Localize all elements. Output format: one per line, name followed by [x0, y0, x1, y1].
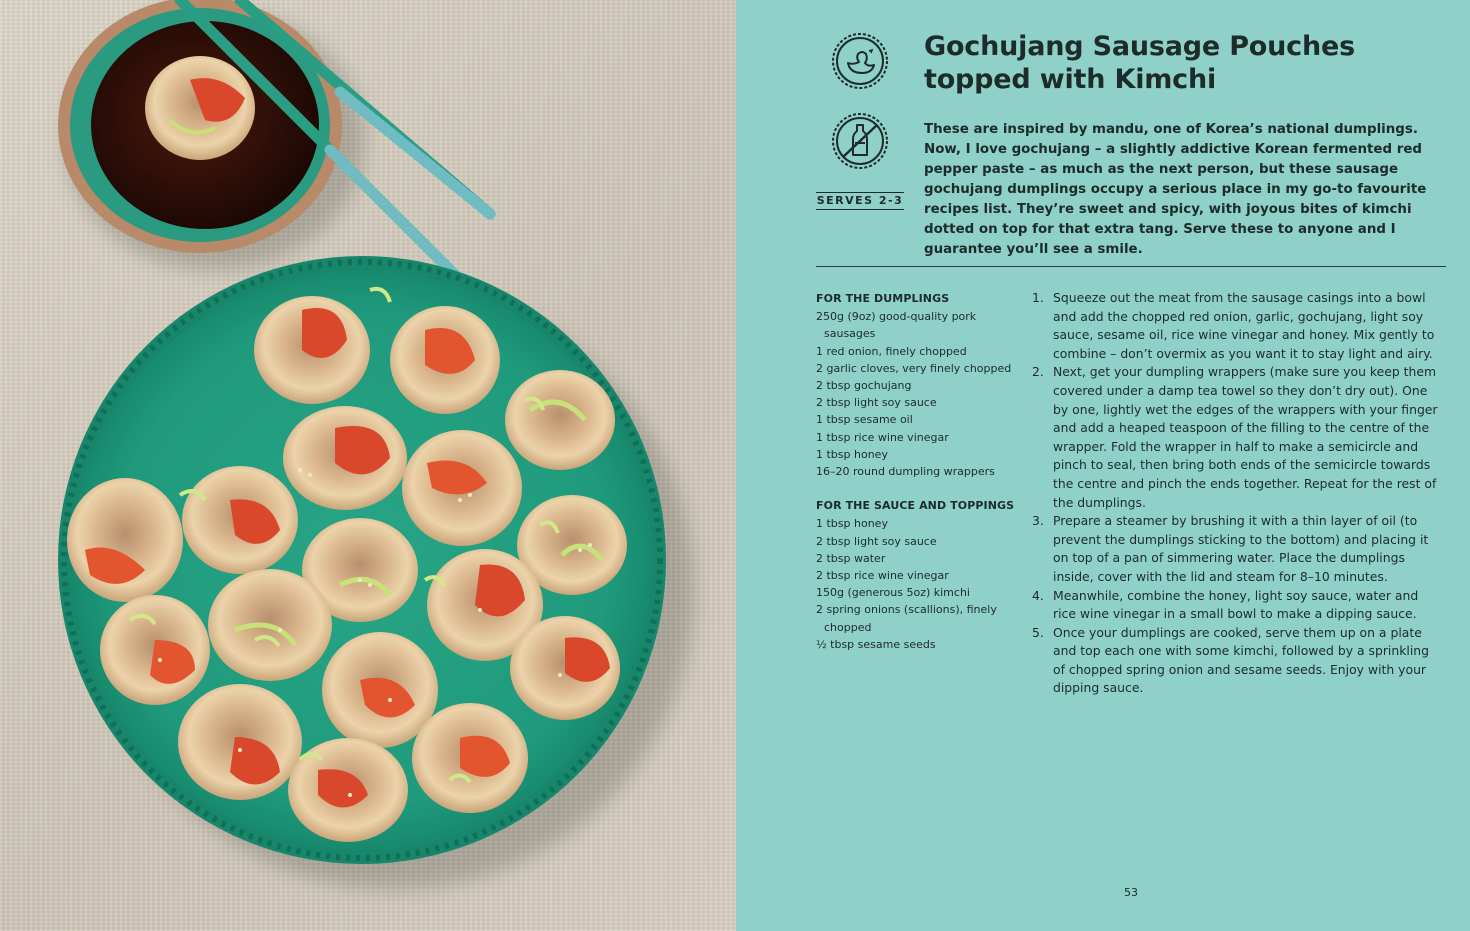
ingredient-item: 2 tbsp light soy sauce: [816, 534, 937, 548]
method-step: [1030, 363, 1442, 512]
ingredient-item: 1 tbsp sesame oil: [816, 413, 913, 427]
ingredient-item: 1 tbsp rice wine vinegar: [816, 430, 949, 444]
ingredient-item: 1 red onion, finely chopped: [816, 344, 967, 358]
step-text: Prepare a steamer by brushing it with a thin layer of oil (to prevent the dumplings sticking to the bottom) and placing it on top of a pan of simmering water. Place the dumplings inside, cover with the lid and steam for 8–10 minutes.: [1053, 513, 1429, 584]
method-step: [1030, 512, 1442, 586]
sauce-ingredient-list: [816, 515, 1016, 653]
method-step: [1030, 587, 1442, 624]
step-number: 3.: [1032, 513, 1044, 529]
step-number: 4.: [1032, 587, 1044, 603]
recipe-intro: These are inspired by mandu, one of Korea’s national dumplings. Now, I love gochujang – a slightly addictive Korean fermented red pepper paste – as much as the next person, but these sausage gochujang dumplings occupy a serious place in my go-to favourite recipes list. They’re sweet and spicy, with joyous bites of kimchi dotted on top for that extra tang. Serve these to anyone and I guarantee you’ll see a smile.: [924, 122, 1427, 257]
ingredient-item: 150g (generous 5oz) kimchi: [816, 586, 970, 600]
dumplings-heading: FOR THE DUMPLINGS: [816, 292, 950, 305]
serves-label: SERVES 2-3: [816, 192, 904, 210]
step-number: 5.: [1032, 624, 1044, 640]
step-text: Squeeze out the meat from the sausage casings into a bowl and add the chopped red onion, garlic, gochujang, light soy sauce, sesame oil, rice wine vinegar and honey. Mix gently to combine – don’t overmix as you want it to stay light and airy.: [1053, 290, 1435, 361]
section-divider: [816, 266, 1446, 267]
step-text: Once your dumplings are cooked, serve them up on a plate and top each one with some kimchi, followed by a sprinkling of chopped spring onion and sesame seeds. Enjoy with your dipping sauce.: [1053, 624, 1430, 696]
ingredient-item: 2 tbsp light soy sauce: [816, 396, 937, 410]
ingredients-column: [816, 290, 1016, 670]
step-text: Next, get your dumpling wrappers (make sure you keep them covered under a damp tea towel so they don’t dry out). One by one, lightly wet the edges of the wrappers with your finger and add a heaped teaspoon of the filling to the centre of the wrapper. Fold the wrapper in half to make a semicircle and pinch to seal, then bring both ends of the semicircle towards the centre and pinch the ends together. Repeat for the rest of the dumplings.: [1053, 364, 1438, 510]
method-step: [1030, 289, 1442, 363]
method-steps: [1030, 289, 1442, 698]
ingredient-item: 2 tbsp gochujang: [816, 379, 912, 393]
ingredient-item: 1 tbsp honey: [816, 517, 888, 531]
dumplings-ingredient-list: [816, 308, 1016, 480]
recipe-page: [736, 0, 1470, 931]
ingredient-item: 16–20 round dumpling wrappers: [816, 465, 995, 479]
chicken-icon: [830, 31, 890, 91]
ingredient-item: ½ tbsp sesame seeds: [816, 637, 936, 651]
page-number: 53: [1124, 886, 1138, 899]
step-number: 1.: [1032, 290, 1044, 305]
ingredient-item: 250g (9oz) good-quality pork sausages: [816, 310, 977, 341]
no-alcohol-icon: [830, 111, 890, 171]
sauce-heading: FOR THE SAUCE AND TOPPINGS: [816, 499, 1015, 513]
ingredient-item: 2 garlic cloves, very finely chopped: [816, 361, 1012, 375]
ingredient-item: 2 tbsp water: [816, 551, 886, 565]
method-step: [1030, 624, 1442, 698]
ingredient-item: 2 tbsp rice wine vinegar: [816, 569, 949, 583]
step-number: 2.: [1032, 364, 1044, 380]
recipe-title: Gochujang Sausage Pouches topped with Kimchi: [924, 31, 1355, 95]
ingredient-item: 1 tbsp honey: [816, 447, 888, 461]
ingredient-item: 2 spring onions (scallions), finely chopped: [816, 603, 997, 634]
step-text: Meanwhile, combine the honey, light soy sauce, water and rice wine vinegar in a small bowl to make a dipping sauce.: [1053, 587, 1419, 622]
